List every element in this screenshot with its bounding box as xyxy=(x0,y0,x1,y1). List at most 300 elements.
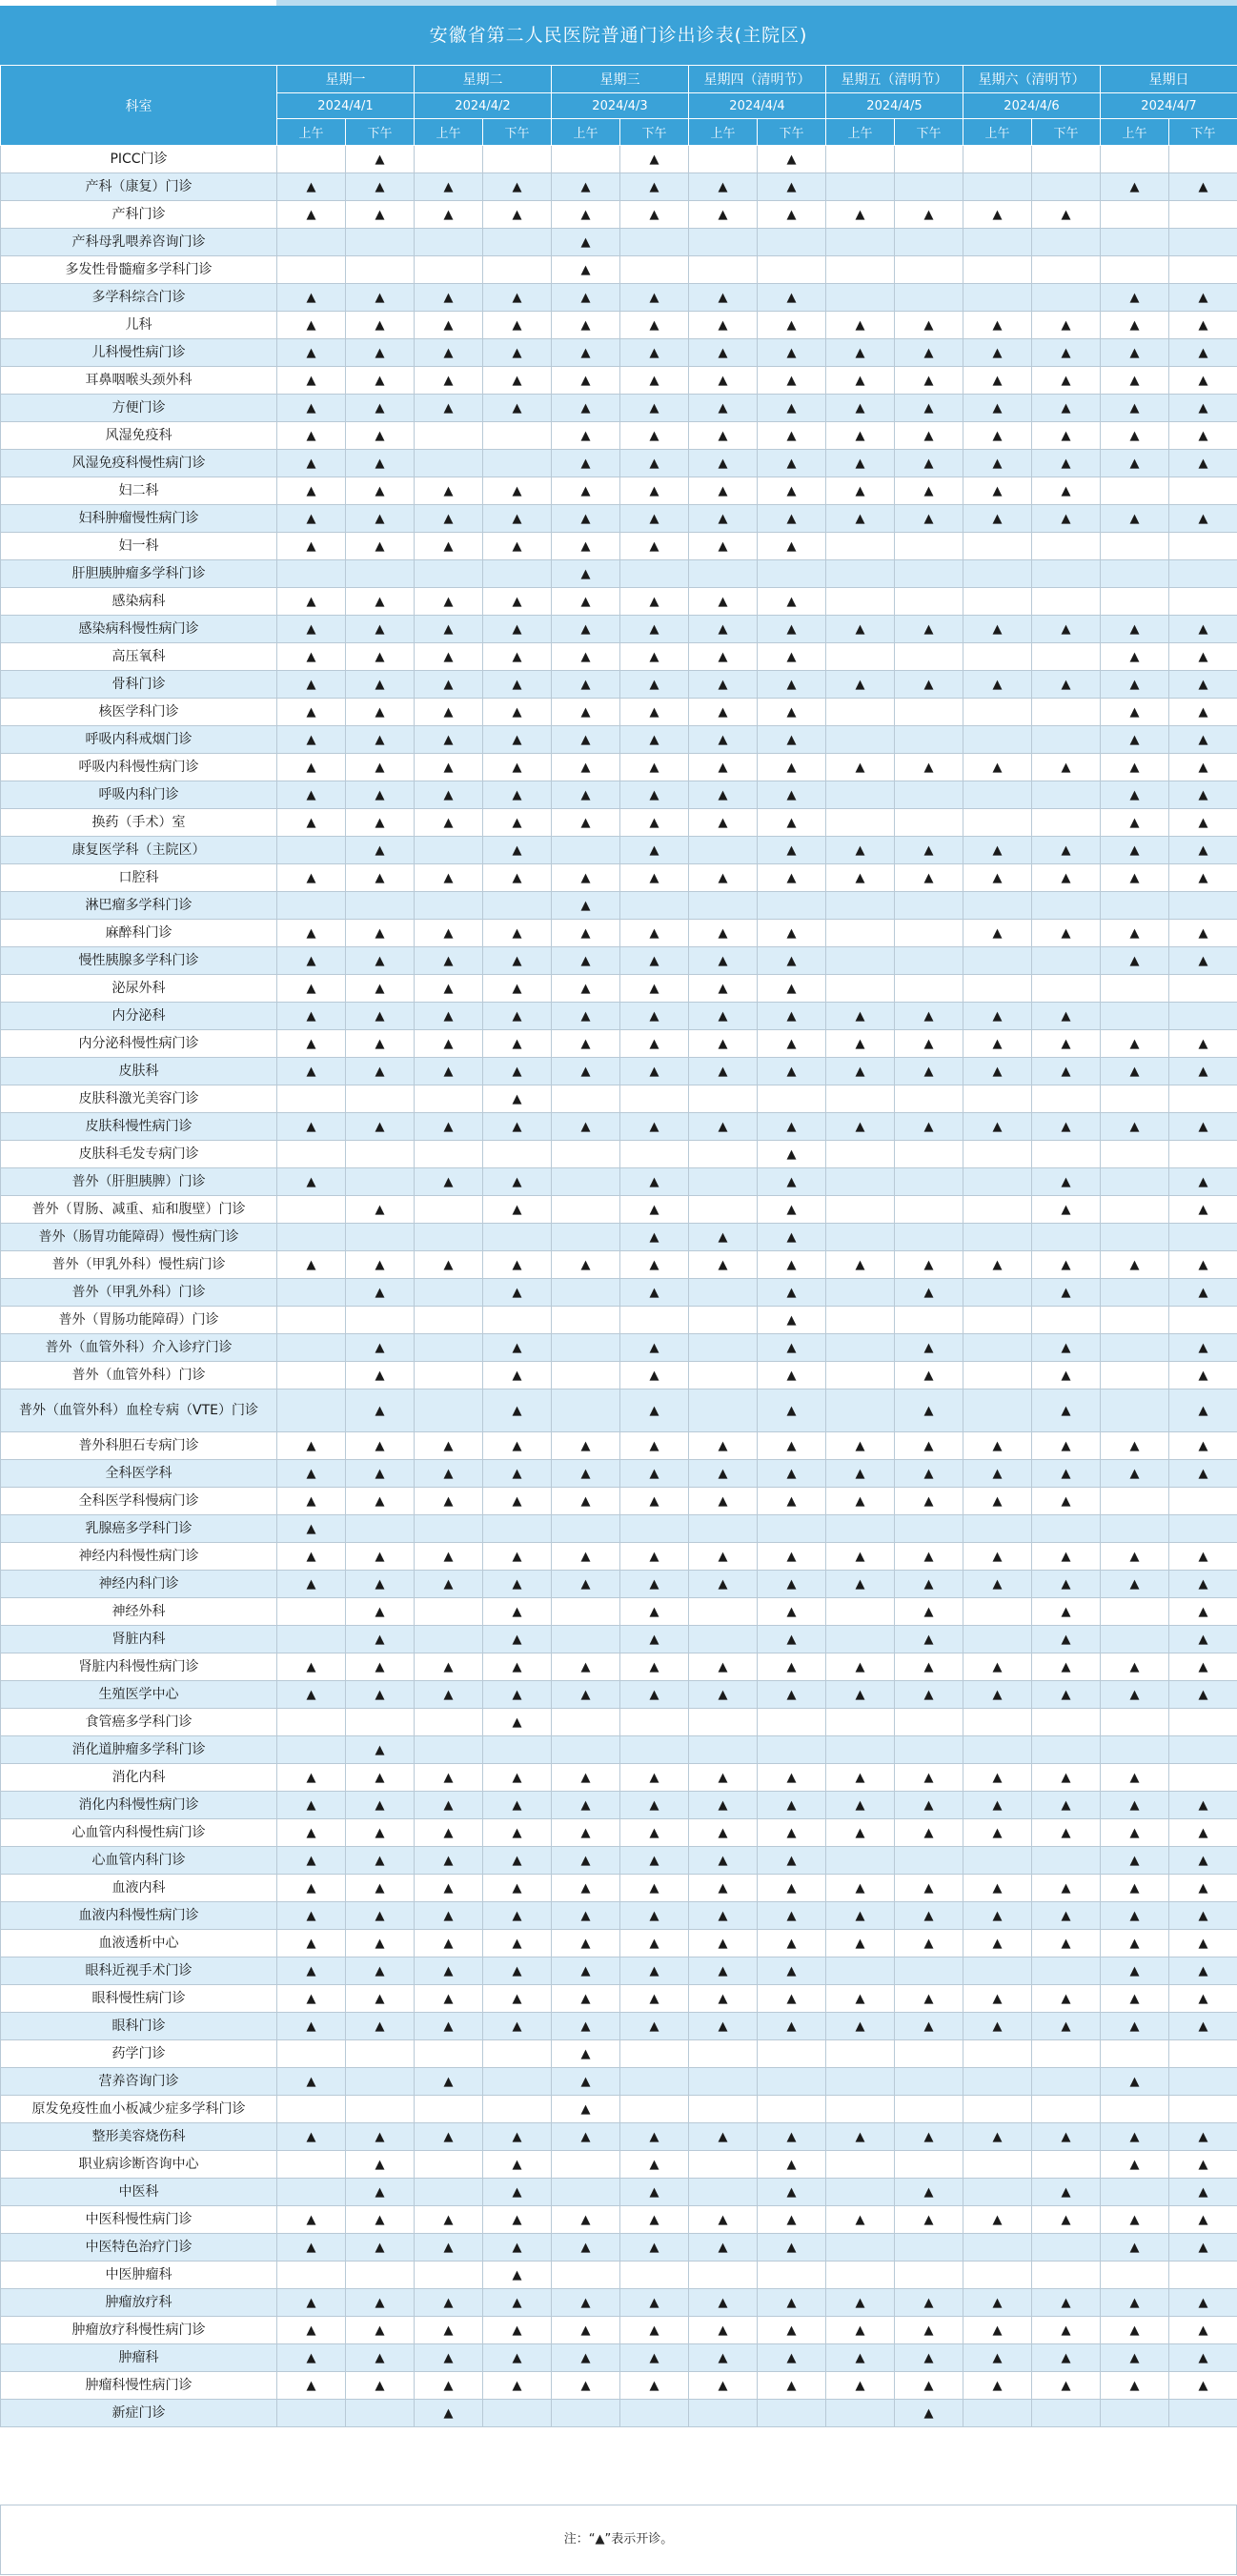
open-mark-icon: ▲ xyxy=(786,1008,797,1024)
open-mark-icon: ▲ xyxy=(443,2322,454,2338)
schedule-cell xyxy=(483,1141,552,1168)
schedule-cell xyxy=(758,201,826,229)
open-mark-icon: ▲ xyxy=(923,621,934,637)
schedule-cell xyxy=(346,809,415,837)
open-mark-icon: ▲ xyxy=(1129,1908,1140,1923)
open-mark-icon: ▲ xyxy=(512,677,522,692)
open-mark-icon: ▲ xyxy=(649,428,659,443)
schedule-cell xyxy=(758,1085,826,1113)
schedule-cell xyxy=(895,2123,963,2151)
open-mark-icon: ▲ xyxy=(1129,2295,1140,2310)
schedule-cell xyxy=(1169,892,1237,920)
schedule-cell xyxy=(689,201,758,229)
open-mark-icon: ▲ xyxy=(718,870,728,885)
open-mark-icon: ▲ xyxy=(375,317,385,333)
dept-name: 心血管内科慢性病门诊 xyxy=(1,1819,277,1847)
open-mark-icon: ▲ xyxy=(649,815,659,830)
open-mark-icon: ▲ xyxy=(786,1549,797,1564)
schedule-cell xyxy=(277,395,346,422)
schedule-cell xyxy=(1101,1141,1169,1168)
schedule-cell xyxy=(689,837,758,864)
open-mark-icon: ▲ xyxy=(786,1880,797,1896)
schedule-cell xyxy=(483,312,552,339)
open-mark-icon: ▲ xyxy=(649,1936,659,1951)
open-mark-icon: ▲ xyxy=(375,1991,385,2006)
open-mark-icon: ▲ xyxy=(718,1466,728,1481)
open-mark-icon: ▲ xyxy=(512,538,522,554)
open-mark-icon: ▲ xyxy=(580,677,591,692)
schedule-cell xyxy=(552,477,620,505)
schedule-cell xyxy=(963,754,1032,781)
open-mark-icon: ▲ xyxy=(923,1493,934,1509)
schedule-cell xyxy=(1169,975,1237,1003)
dept-name: 血液内科 xyxy=(1,1875,277,1902)
open-mark-icon: ▲ xyxy=(443,207,454,222)
open-mark-icon: ▲ xyxy=(306,2322,316,2338)
schedule-cell xyxy=(415,339,483,367)
dept-name: 神经内科门诊 xyxy=(1,1571,277,1598)
schedule-cell xyxy=(758,920,826,947)
schedule-cell xyxy=(346,1681,415,1709)
schedule-cell xyxy=(963,1224,1032,1251)
open-mark-icon: ▲ xyxy=(992,1576,1003,1592)
open-mark-icon: ▲ xyxy=(443,373,454,388)
open-mark-icon: ▲ xyxy=(375,2378,385,2393)
schedule-cell xyxy=(1032,1196,1101,1224)
open-mark-icon: ▲ xyxy=(1198,2212,1208,2227)
open-mark-icon: ▲ xyxy=(1129,456,1140,471)
schedule-cell xyxy=(483,1598,552,1626)
schedule-cell xyxy=(620,1334,689,1362)
open-mark-icon: ▲ xyxy=(718,1549,728,1564)
schedule-cell xyxy=(483,450,552,477)
schedule-cell xyxy=(826,1085,895,1113)
schedule-cell xyxy=(346,450,415,477)
schedule-cell xyxy=(415,2123,483,2151)
schedule-cell xyxy=(346,2040,415,2068)
schedule-cell xyxy=(1169,201,1237,229)
open-mark-icon: ▲ xyxy=(923,511,934,526)
open-mark-icon: ▲ xyxy=(649,704,659,720)
pm-header: 下午 xyxy=(895,119,963,146)
schedule-cell xyxy=(415,560,483,588)
schedule-cell xyxy=(620,1432,689,1460)
schedule-cell xyxy=(620,312,689,339)
schedule-cell xyxy=(1032,1626,1101,1653)
schedule-cell xyxy=(1032,2013,1101,2040)
schedule-cell xyxy=(277,560,346,588)
am-header: 上午 xyxy=(415,119,483,146)
schedule-cell xyxy=(963,1930,1032,1957)
schedule-cell xyxy=(826,173,895,201)
day-header: 星期四（清明节） xyxy=(689,66,826,93)
schedule-cell xyxy=(346,1168,415,1196)
open-mark-icon: ▲ xyxy=(580,870,591,885)
open-mark-icon: ▲ xyxy=(649,925,659,941)
schedule-cell xyxy=(689,1003,758,1030)
open-mark-icon: ▲ xyxy=(786,732,797,747)
schedule-cell xyxy=(963,2234,1032,2262)
schedule-cell xyxy=(346,367,415,395)
schedule-cell xyxy=(689,1279,758,1307)
open-mark-icon: ▲ xyxy=(786,456,797,471)
open-mark-icon: ▲ xyxy=(992,2378,1003,2393)
open-mark-icon: ▲ xyxy=(375,179,385,194)
schedule-cell xyxy=(963,1543,1032,1571)
open-mark-icon: ▲ xyxy=(1198,1064,1208,1079)
schedule-cell xyxy=(1032,339,1101,367)
open-mark-icon: ▲ xyxy=(923,1880,934,1896)
open-mark-icon: ▲ xyxy=(306,1963,316,1978)
schedule-cell xyxy=(895,1543,963,1571)
open-mark-icon: ▲ xyxy=(443,538,454,554)
schedule-cell xyxy=(620,422,689,450)
table-row xyxy=(1,1003,1237,1030)
schedule-cell xyxy=(1169,2151,1237,2179)
schedule-cell xyxy=(758,975,826,1003)
open-mark-icon: ▲ xyxy=(1129,511,1140,526)
schedule-cell xyxy=(415,1985,483,2013)
open-mark-icon: ▲ xyxy=(786,1963,797,1978)
schedule-cell xyxy=(963,864,1032,892)
schedule-cell xyxy=(346,1362,415,1389)
open-mark-icon: ▲ xyxy=(649,2240,659,2255)
schedule-cell xyxy=(277,1334,346,1362)
open-mark-icon: ▲ xyxy=(923,1466,934,1481)
schedule-cell xyxy=(1101,1902,1169,1930)
schedule-cell xyxy=(552,1460,620,1488)
schedule-cell xyxy=(1101,339,1169,367)
open-mark-icon: ▲ xyxy=(855,1119,865,1134)
schedule-cell xyxy=(346,1389,415,1432)
schedule-cell xyxy=(826,2151,895,2179)
schedule-cell xyxy=(483,1930,552,1957)
table-row xyxy=(1,754,1237,781)
schedule-cell xyxy=(277,2344,346,2372)
schedule-cell xyxy=(1101,864,1169,892)
schedule-cell xyxy=(1032,422,1101,450)
schedule-cell xyxy=(552,1224,620,1251)
schedule-cell xyxy=(620,339,689,367)
open-mark-icon: ▲ xyxy=(512,2240,522,2255)
open-mark-icon: ▲ xyxy=(649,1991,659,2006)
schedule-cell xyxy=(415,1792,483,1819)
open-mark-icon: ▲ xyxy=(1198,1880,1208,1896)
schedule-cell xyxy=(1032,616,1101,643)
open-mark-icon: ▲ xyxy=(649,456,659,471)
schedule-cell xyxy=(552,837,620,864)
schedule-cell xyxy=(346,2289,415,2317)
schedule-cell xyxy=(826,1543,895,1571)
schedule-cell xyxy=(1032,2372,1101,2400)
schedule-cell xyxy=(415,975,483,1003)
schedule-cell xyxy=(826,1792,895,1819)
open-mark-icon: ▲ xyxy=(512,1285,522,1300)
schedule-cell xyxy=(963,643,1032,671)
open-mark-icon: ▲ xyxy=(1061,1936,1071,1951)
schedule-cell xyxy=(620,395,689,422)
schedule-cell xyxy=(415,616,483,643)
open-mark-icon: ▲ xyxy=(1061,1008,1071,1024)
open-mark-icon: ▲ xyxy=(786,538,797,554)
schedule-cell xyxy=(1032,1307,1101,1334)
open-mark-icon: ▲ xyxy=(443,1438,454,1453)
open-mark-icon: ▲ xyxy=(1198,1340,1208,1355)
open-mark-icon: ▲ xyxy=(1061,1825,1071,1840)
am-header: 上午 xyxy=(826,119,895,146)
schedule-cell xyxy=(483,1488,552,1515)
open-mark-icon: ▲ xyxy=(718,815,728,830)
open-mark-icon: ▲ xyxy=(718,1825,728,1840)
open-mark-icon: ▲ xyxy=(375,2129,385,2144)
schedule-cell xyxy=(826,699,895,726)
schedule-cell xyxy=(1169,1819,1237,1847)
schedule-cell xyxy=(552,1168,620,1196)
open-mark-icon: ▲ xyxy=(512,1257,522,1272)
open-mark-icon: ▲ xyxy=(855,373,865,388)
open-mark-icon: ▲ xyxy=(718,345,728,360)
schedule-cell xyxy=(620,616,689,643)
open-mark-icon: ▲ xyxy=(375,1576,385,1592)
open-mark-icon: ▲ xyxy=(1061,1036,1071,1051)
schedule-cell xyxy=(552,173,620,201)
schedule-cell xyxy=(689,1736,758,1764)
open-mark-icon: ▲ xyxy=(375,925,385,941)
open-mark-icon: ▲ xyxy=(923,1770,934,1785)
open-mark-icon: ▲ xyxy=(512,2129,522,2144)
open-mark-icon: ▲ xyxy=(375,1368,385,1383)
schedule-cell xyxy=(415,1736,483,1764)
schedule-cell xyxy=(620,1875,689,1902)
schedule-cell xyxy=(620,146,689,173)
dept-name: 风湿免疫科 xyxy=(1,422,277,450)
schedule-cell xyxy=(1169,1113,1237,1141)
schedule-cell xyxy=(552,1334,620,1362)
schedule-cell xyxy=(758,1957,826,1985)
open-mark-icon: ▲ xyxy=(786,704,797,720)
schedule-cell xyxy=(895,146,963,173)
schedule-cell xyxy=(277,588,346,616)
schedule-cell xyxy=(1032,1681,1101,1709)
table-row xyxy=(1,947,1237,975)
schedule-cell xyxy=(346,2234,415,2262)
open-mark-icon: ▲ xyxy=(923,870,934,885)
schedule-cell xyxy=(620,754,689,781)
schedule-cell xyxy=(552,754,620,781)
open-mark-icon: ▲ xyxy=(718,2212,728,2227)
open-mark-icon: ▲ xyxy=(1198,677,1208,692)
schedule-cell xyxy=(552,781,620,809)
open-mark-icon: ▲ xyxy=(1129,2322,1140,2338)
schedule-cell xyxy=(895,1085,963,1113)
schedule-cell xyxy=(483,422,552,450)
schedule-cell xyxy=(758,2262,826,2289)
open-mark-icon: ▲ xyxy=(855,1257,865,1272)
schedule-cell xyxy=(1032,2096,1101,2123)
open-mark-icon: ▲ xyxy=(992,1493,1003,1509)
schedule-cell xyxy=(552,2096,620,2123)
schedule-cell xyxy=(1101,1736,1169,1764)
schedule-cell xyxy=(483,1307,552,1334)
open-mark-icon: ▲ xyxy=(443,704,454,720)
open-mark-icon: ▲ xyxy=(375,1466,385,1481)
open-mark-icon: ▲ xyxy=(375,1285,385,1300)
open-mark-icon: ▲ xyxy=(855,317,865,333)
schedule-cell xyxy=(346,1279,415,1307)
schedule-cell xyxy=(1101,837,1169,864)
schedule-cell xyxy=(552,1362,620,1389)
schedule-cell xyxy=(758,1168,826,1196)
schedule-cell xyxy=(346,1307,415,1334)
open-mark-icon: ▲ xyxy=(649,787,659,802)
schedule-cell xyxy=(620,1488,689,1515)
open-mark-icon: ▲ xyxy=(512,2322,522,2338)
schedule-cell xyxy=(1169,1488,1237,1515)
schedule-cell xyxy=(689,146,758,173)
schedule-cell xyxy=(689,1792,758,1819)
open-mark-icon: ▲ xyxy=(443,2405,454,2421)
open-mark-icon: ▲ xyxy=(718,290,728,305)
open-mark-icon: ▲ xyxy=(649,2184,659,2200)
schedule-cell xyxy=(552,643,620,671)
open-mark-icon: ▲ xyxy=(1061,511,1071,526)
schedule-cell xyxy=(895,699,963,726)
open-mark-icon: ▲ xyxy=(1198,1202,1208,1217)
schedule-cell xyxy=(963,2289,1032,2317)
schedule-cell xyxy=(620,2068,689,2096)
schedule-cell xyxy=(826,1058,895,1085)
day-header: 星期五（清明节） xyxy=(826,66,963,93)
schedule-cell xyxy=(826,2040,895,2068)
open-mark-icon: ▲ xyxy=(1129,1438,1140,1453)
open-mark-icon: ▲ xyxy=(786,787,797,802)
open-mark-icon: ▲ xyxy=(786,1908,797,1923)
schedule-cell xyxy=(277,1196,346,1224)
schedule-cell xyxy=(758,781,826,809)
open-mark-icon: ▲ xyxy=(1061,1632,1071,1647)
schedule-cell xyxy=(620,1819,689,1847)
schedule-cell xyxy=(415,1168,483,1196)
schedule-cell xyxy=(895,1571,963,1598)
schedule-cell xyxy=(1101,892,1169,920)
schedule-cell xyxy=(483,920,552,947)
dept-name: 眼科近视手术门诊 xyxy=(1,1957,277,1985)
open-mark-icon: ▲ xyxy=(1129,953,1140,968)
open-mark-icon: ▲ xyxy=(306,1825,316,1840)
open-mark-icon: ▲ xyxy=(306,2378,316,2393)
schedule-cell xyxy=(277,1460,346,1488)
open-mark-icon: ▲ xyxy=(649,1229,659,1245)
schedule-cell xyxy=(620,837,689,864)
schedule-cell xyxy=(963,2206,1032,2234)
table-row xyxy=(1,1819,1237,1847)
open-mark-icon: ▲ xyxy=(1129,787,1140,802)
schedule-cell xyxy=(1032,2040,1101,2068)
dept-name: 高压氧科 xyxy=(1,643,277,671)
schedule-cell xyxy=(483,1168,552,1196)
day-header: 星期六（清明节） xyxy=(963,66,1101,93)
dept-name: 皮肤科毛发专病门诊 xyxy=(1,1141,277,1168)
schedule-cell xyxy=(483,2068,552,2096)
open-mark-icon: ▲ xyxy=(375,787,385,802)
schedule-cell xyxy=(552,1003,620,1030)
open-mark-icon: ▲ xyxy=(1129,1549,1140,1564)
schedule-cell xyxy=(1101,2206,1169,2234)
schedule-cell xyxy=(346,1432,415,1460)
open-mark-icon: ▲ xyxy=(1198,815,1208,830)
schedule-cell xyxy=(895,533,963,560)
schedule-cell xyxy=(895,1030,963,1058)
schedule-cell xyxy=(415,2234,483,2262)
schedule-cell xyxy=(895,809,963,837)
table-row xyxy=(1,837,1237,864)
open-mark-icon: ▲ xyxy=(718,511,728,526)
schedule-cell xyxy=(277,2372,346,2400)
table-row xyxy=(1,1792,1237,1819)
open-mark-icon: ▲ xyxy=(649,1466,659,1481)
open-mark-icon: ▲ xyxy=(1129,621,1140,637)
schedule-cell xyxy=(963,892,1032,920)
table-row xyxy=(1,1488,1237,1515)
open-mark-icon: ▲ xyxy=(718,1687,728,1702)
open-mark-icon: ▲ xyxy=(855,1770,865,1785)
schedule-cell xyxy=(689,533,758,560)
open-mark-icon: ▲ xyxy=(1198,1174,1208,1189)
open-mark-icon: ▲ xyxy=(512,345,522,360)
open-mark-icon: ▲ xyxy=(718,1908,728,1923)
schedule-cell xyxy=(689,1957,758,1985)
schedule-cell xyxy=(689,1251,758,1279)
schedule-cell xyxy=(758,533,826,560)
schedule-cell xyxy=(346,1598,415,1626)
schedule-cell xyxy=(552,2400,620,2427)
open-mark-icon: ▲ xyxy=(923,428,934,443)
open-mark-icon: ▲ xyxy=(1061,1438,1071,1453)
schedule-cell xyxy=(552,1709,620,1736)
schedule-cell xyxy=(826,422,895,450)
open-mark-icon: ▲ xyxy=(375,842,385,858)
open-mark-icon: ▲ xyxy=(649,290,659,305)
schedule-cell xyxy=(1169,2400,1237,2427)
open-mark-icon: ▲ xyxy=(1198,1466,1208,1481)
schedule-cell xyxy=(277,2013,346,2040)
schedule-cell xyxy=(963,2123,1032,2151)
open-mark-icon: ▲ xyxy=(786,925,797,941)
open-mark-icon: ▲ xyxy=(992,2129,1003,2144)
schedule-cell xyxy=(826,975,895,1003)
open-mark-icon: ▲ xyxy=(1198,1659,1208,1674)
schedule-cell xyxy=(1032,754,1101,781)
schedule-cell xyxy=(1169,2040,1237,2068)
schedule-cell xyxy=(1032,2068,1101,2096)
dept-name: 肿瘤放疗科慢性病门诊 xyxy=(1,2317,277,2344)
open-mark-icon: ▲ xyxy=(580,456,591,471)
open-mark-icon: ▲ xyxy=(512,1549,522,1564)
schedule-cell xyxy=(277,1985,346,2013)
schedule-cell xyxy=(483,643,552,671)
open-mark-icon: ▲ xyxy=(443,1257,454,1272)
open-mark-icon: ▲ xyxy=(443,1174,454,1189)
open-mark-icon: ▲ xyxy=(1198,456,1208,471)
schedule-cell xyxy=(1169,173,1237,201)
schedule-cell xyxy=(758,2317,826,2344)
open-mark-icon: ▲ xyxy=(1129,842,1140,858)
schedule-cell xyxy=(895,1515,963,1543)
schedule-cell xyxy=(346,395,415,422)
date-header: 2024/4/1 xyxy=(277,93,415,119)
open-mark-icon: ▲ xyxy=(375,760,385,775)
open-mark-icon: ▲ xyxy=(1061,1770,1071,1785)
